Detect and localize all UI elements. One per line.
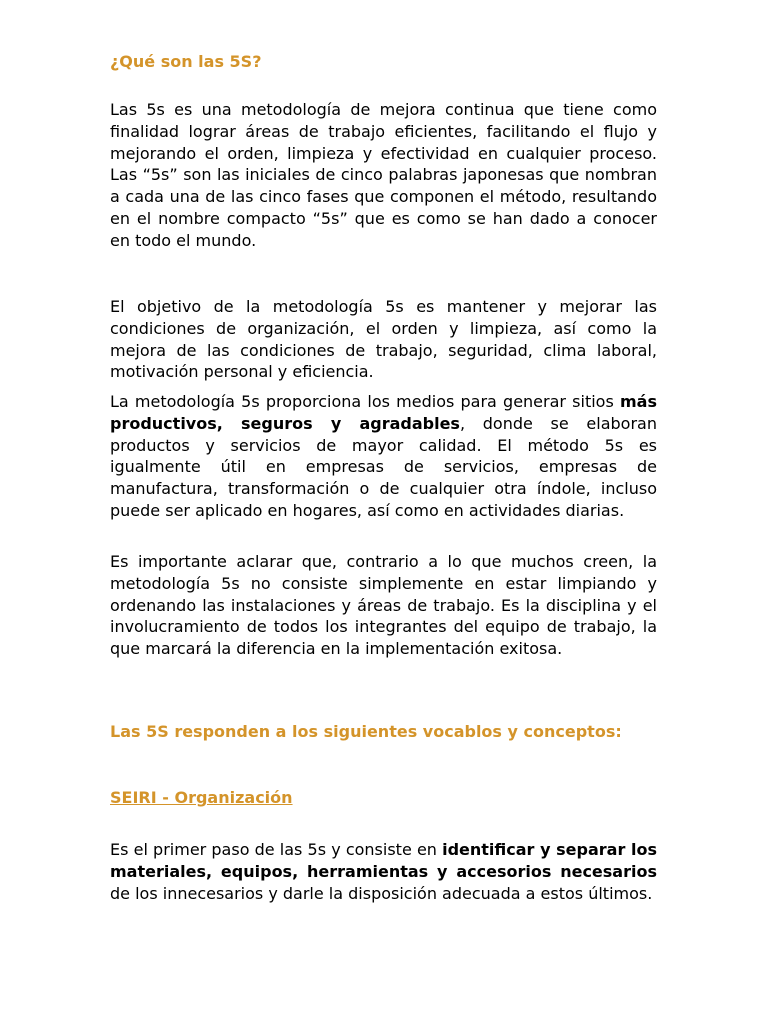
paragraph-intro: Las 5s es una metodología de mejora continua que tiene como finalidad lograr áreas de trabajo eficientes, facilitando el flujo y mejorando el orden, limpieza y efectividad en cualquier proceso. Las “5s” son las iniciales de cinco palabras japonesas que nombran a cada una de las cinco fases que componen el método, resultando en el nombre compacto “5s” que es como se han dado a conocer en todo el mundo. (110, 100, 657, 250)
paragraph-objective: El objetivo de la metodología 5s es mantener y mejorar las condiciones de organización, el orden y limpieza, así como la mejora de las condiciones de trabajo, seguridad, clima laboral, motivación personal y eficiencia. (110, 297, 657, 382)
page-title: ¿Qué son las 5S? (110, 52, 262, 71)
paragraph-benefits-text-1: La metodología 5s proporciona los medios para generar sitios (110, 392, 620, 411)
paragraph-seiri (110, 839, 657, 904)
seiri-heading: SEIRI - Organización (110, 788, 293, 807)
paragraph-benefits (110, 391, 657, 522)
paragraph-clarification: Es importante aclarar que, contrario a lo que muchos creen, la metodología 5s no consiste simplemente en estar limpiando y ordenando las instalaciones y áreas de trabajo. Es la disciplina y el involucramiento de todos los integrantes del equipo de trabajo, la que marcará la diferencia en la implementación exitosa. (110, 552, 657, 659)
paragraph-seiri-bold: identificar y separar los materiales, equipos, herramientas y accesorios necesarios (110, 840, 657, 881)
paragraph-seiri-text-1: Es el primer paso de las 5s y consiste en (110, 840, 443, 859)
paragraph-seiri-text-2: de los innecesarios y darle la disposición adecuada a estos últimos. (110, 883, 653, 903)
paragraph-benefits-bold: más productivos, seguros y agradables (110, 392, 657, 433)
paragraph-benefits-text-2: , donde se elaboran productos y servicios de mayor calidad. El método 5s es igualmente útil en empresas de servicios, empresas de manufactura, transformación o de cualquier otra índole, incluso puede ser aplicado en hogares, así como en actividades diarias. (110, 413, 657, 520)
section-subheading: Las 5S responden a los siguientes vocablos y conceptos: (110, 722, 622, 741)
